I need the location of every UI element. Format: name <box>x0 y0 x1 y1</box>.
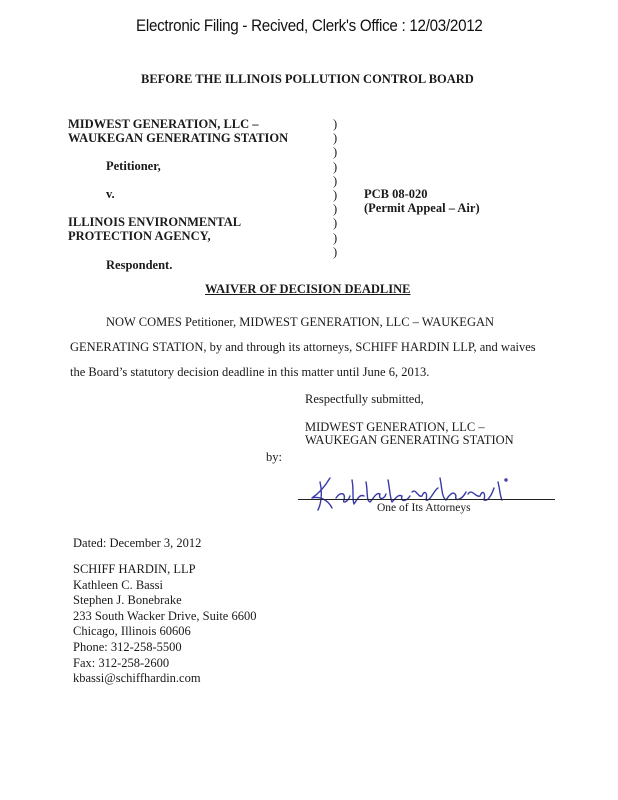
paren: ) <box>333 117 338 131</box>
paren: ) <box>333 131 338 146</box>
attorney-name: Stephen J. Bonebrake <box>73 593 182 608</box>
firm-fax: Fax: 312-258-2600 <box>73 655 170 670</box>
respondent-name-line1: ILLINOIS ENVIRONMENTAL <box>68 215 242 229</box>
firm-address-line1: 233 South Wacker Drive, Suite 6600 <box>73 608 257 623</box>
paragraph-line1: NOW COMES Petitioner, MIDWEST GENERATION, LLC – WAUKEGAN <box>106 315 495 329</box>
petitioner-role: Petitioner, <box>106 159 161 173</box>
paragraph-line3: the Board’s statutory decision deadline in this matter until June 6, 2013. <box>70 365 430 379</box>
caption-parentheses <box>333 117 337 259</box>
respectfully-submitted: Respectfully submitted, <box>305 392 424 406</box>
case-type: (Permit Appeal – Air) <box>364 201 480 215</box>
firm-email[interactable]: kbassi@schiffhardin.com <box>73 671 201 686</box>
paragraph-line2: GENERATING STATION, by and through its attorneys, SCHIFF HARDIN LLP, and waives <box>70 340 536 354</box>
versus-label: v. <box>106 187 115 201</box>
paren: ) <box>333 230 338 245</box>
firm-address-line2: Chicago, Illinois 60606 <box>73 624 191 639</box>
signature-caption: One of Its Attorneys <box>377 502 471 514</box>
paren: ) <box>333 159 338 174</box>
respondent-role: Respondent. <box>106 258 173 272</box>
case-number: PCB 08-020 <box>364 187 428 201</box>
signing-party-line2: WAUKEGAN GENERATING STATION <box>305 433 514 447</box>
respondent-name-line2: PROTECTION AGENCY, <box>68 229 211 243</box>
paren: ) <box>333 173 338 188</box>
electronic-filing-stamp: Electronic Filing - Recived, Clerk's Office : 12/03/2012 <box>136 17 483 35</box>
paren: ) <box>333 244 338 259</box>
signing-party-line1: MIDWEST GENERATION, LLC – <box>305 420 485 434</box>
paren: ) <box>333 202 338 217</box>
petitioner-name-line2: WAUKEGAN GENERATING STATION <box>68 131 289 145</box>
petitioner-name-line1: MIDWEST GENERATION, LLC – <box>68 117 259 131</box>
board-heading: BEFORE THE ILLINOIS POLLUTION CONTROL BOARD <box>141 72 474 86</box>
firm-phone: Phone: 312-258-5500 <box>73 639 182 654</box>
firm-name: SCHIFF HARDIN, LLP <box>73 562 196 576</box>
paren: ) <box>333 188 338 203</box>
paren: ) <box>333 145 338 160</box>
paren: ) <box>333 216 338 231</box>
by-label: by: <box>266 450 282 464</box>
firm-block <box>73 562 256 687</box>
attorney-name: Kathleen C. Bassi <box>73 577 163 592</box>
signature-line <box>298 499 555 500</box>
dated-line: Dated: December 3, 2012 <box>73 536 202 550</box>
document-title: WAIVER OF DECISION DEADLINE <box>205 282 411 296</box>
